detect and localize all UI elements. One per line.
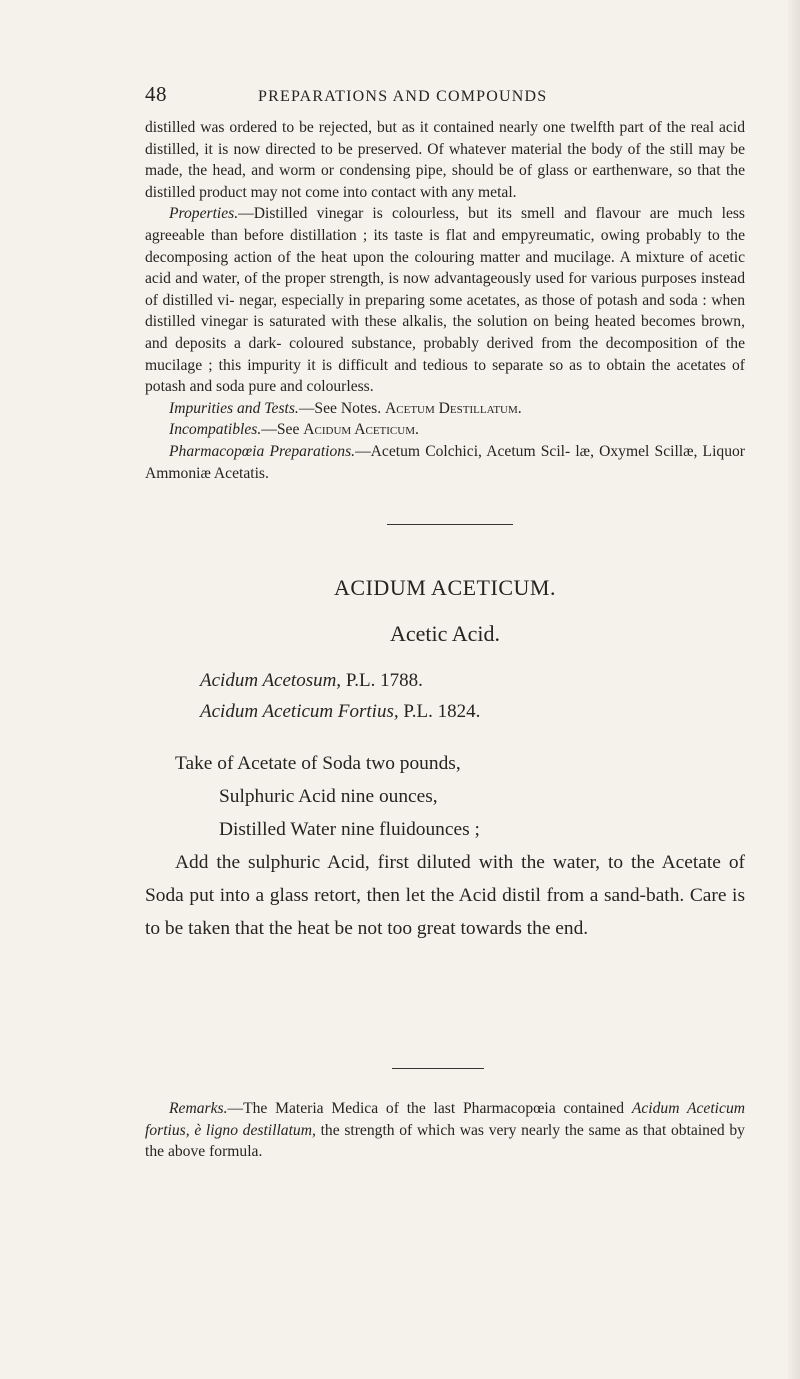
recipe-line-1: Take of Acetate of Soda two pounds, [175, 753, 461, 774]
remarks-heading: Remarks. [169, 1100, 228, 1117]
preparations-heading: Pharmacopœia Preparations. [169, 442, 356, 460]
section-divider [387, 524, 513, 525]
synonym-2-name: Acidum Aceticum Fortius, [200, 701, 399, 722]
recipe-directions: Add the sulphuric Acid, first diluted with the water, to the Acetate of Soda put into a glass retort, then let the Acid distil from a sand-bath. Care is to be taken that the heat be not too great towards the end. [145, 852, 745, 939]
remarks-text-1: —The Materia Medica of the last Pharmacopœia contained [227, 1100, 632, 1117]
incompatibles-reference: Acidum Aceticum. [303, 421, 419, 439]
properties-text: —Distilled vinegar is colourless, but its smell and flavour are much less agreeable than before distillation ; its taste is flat and empyreumatic, owing probably to the decomposing action of the heat upon the colouring matter and mucilage. A mixture of acetic acid and water, of the proper strength, is now advantageously used for various purposes instead of distilled vi- negar, especially in preparing some acetates, as those of potash and soda : when distilled vinegar is saturated with these alkalis, the solution on being heated becomes brown, and deposits a dark- coloured substance, probably derived from the decomposition of the mucilage ; this impurity it is difficult and tedious to separate so as to obtain the acetates of potash and soda pure and colourless. [145, 205, 745, 396]
remarks-paragraph [145, 1098, 745, 1163]
impurities-heading: Impurities and Tests. [169, 399, 299, 417]
body-text [145, 117, 745, 484]
recipe-line-2: Sulphuric Acid nine ounces, [219, 786, 438, 807]
synonym-1-reference: P.L. 1788. [341, 670, 423, 691]
preparations-text: —Acetum Colchici, Acetum Scil- læ, Oxymel Scillæ, Liquor Ammoniæ Acetatis. [145, 442, 746, 482]
section-title: ACIDUM ACETICUM. [334, 575, 556, 600]
impurities-text: —See Notes. [298, 399, 386, 417]
remarks [145, 1098, 745, 1163]
paragraph-preparations [145, 441, 745, 484]
synonym-1 [200, 670, 423, 692]
synonym-2-reference: P.L. 1824. [398, 701, 481, 722]
remarks-italic: Acidum Aceticum fortius, è ligno destillatum, [145, 1100, 745, 1139]
remarks-divider [392, 1068, 484, 1069]
properties-heading: Properties. [169, 205, 239, 223]
incompatibles-heading: Incompatibles. [169, 421, 262, 439]
page-number: 48 [145, 82, 167, 106]
paragraph-incompatibles [145, 419, 745, 441]
remarks-text-2: the strength of which was very nearly the same as that obtained by the above formula. [145, 1121, 745, 1161]
incompatibles-text: —See [261, 421, 304, 439]
running-head: PREPARATIONS AND COMPOUNDS [258, 88, 548, 105]
paragraph-impurities [145, 398, 745, 420]
recipe-line-3: Distilled Water nine fluidounces ; [219, 819, 480, 840]
paragraph-distilled: distilled was ordered to be rejected, but as it contained nearly one twelfth part of the real acid distilled, it is now directed to be preserved. Of whatever material the body of the still may be made, the head, and worm or condensing pipe, should be of glass or earthenware, so that the distilled product may not come into contact with any metal. [145, 119, 745, 201]
page-edge [788, 0, 800, 1379]
page-header [145, 82, 745, 112]
synonym-1-name: Acidum Acetosum, [200, 670, 342, 691]
paragraph-properties [145, 203, 745, 397]
recipe [145, 747, 745, 945]
section-subtitle: Acetic Acid. [390, 621, 500, 646]
impurities-reference: Acetum Destillatum. [385, 399, 522, 417]
synonym-2 [200, 701, 480, 723]
